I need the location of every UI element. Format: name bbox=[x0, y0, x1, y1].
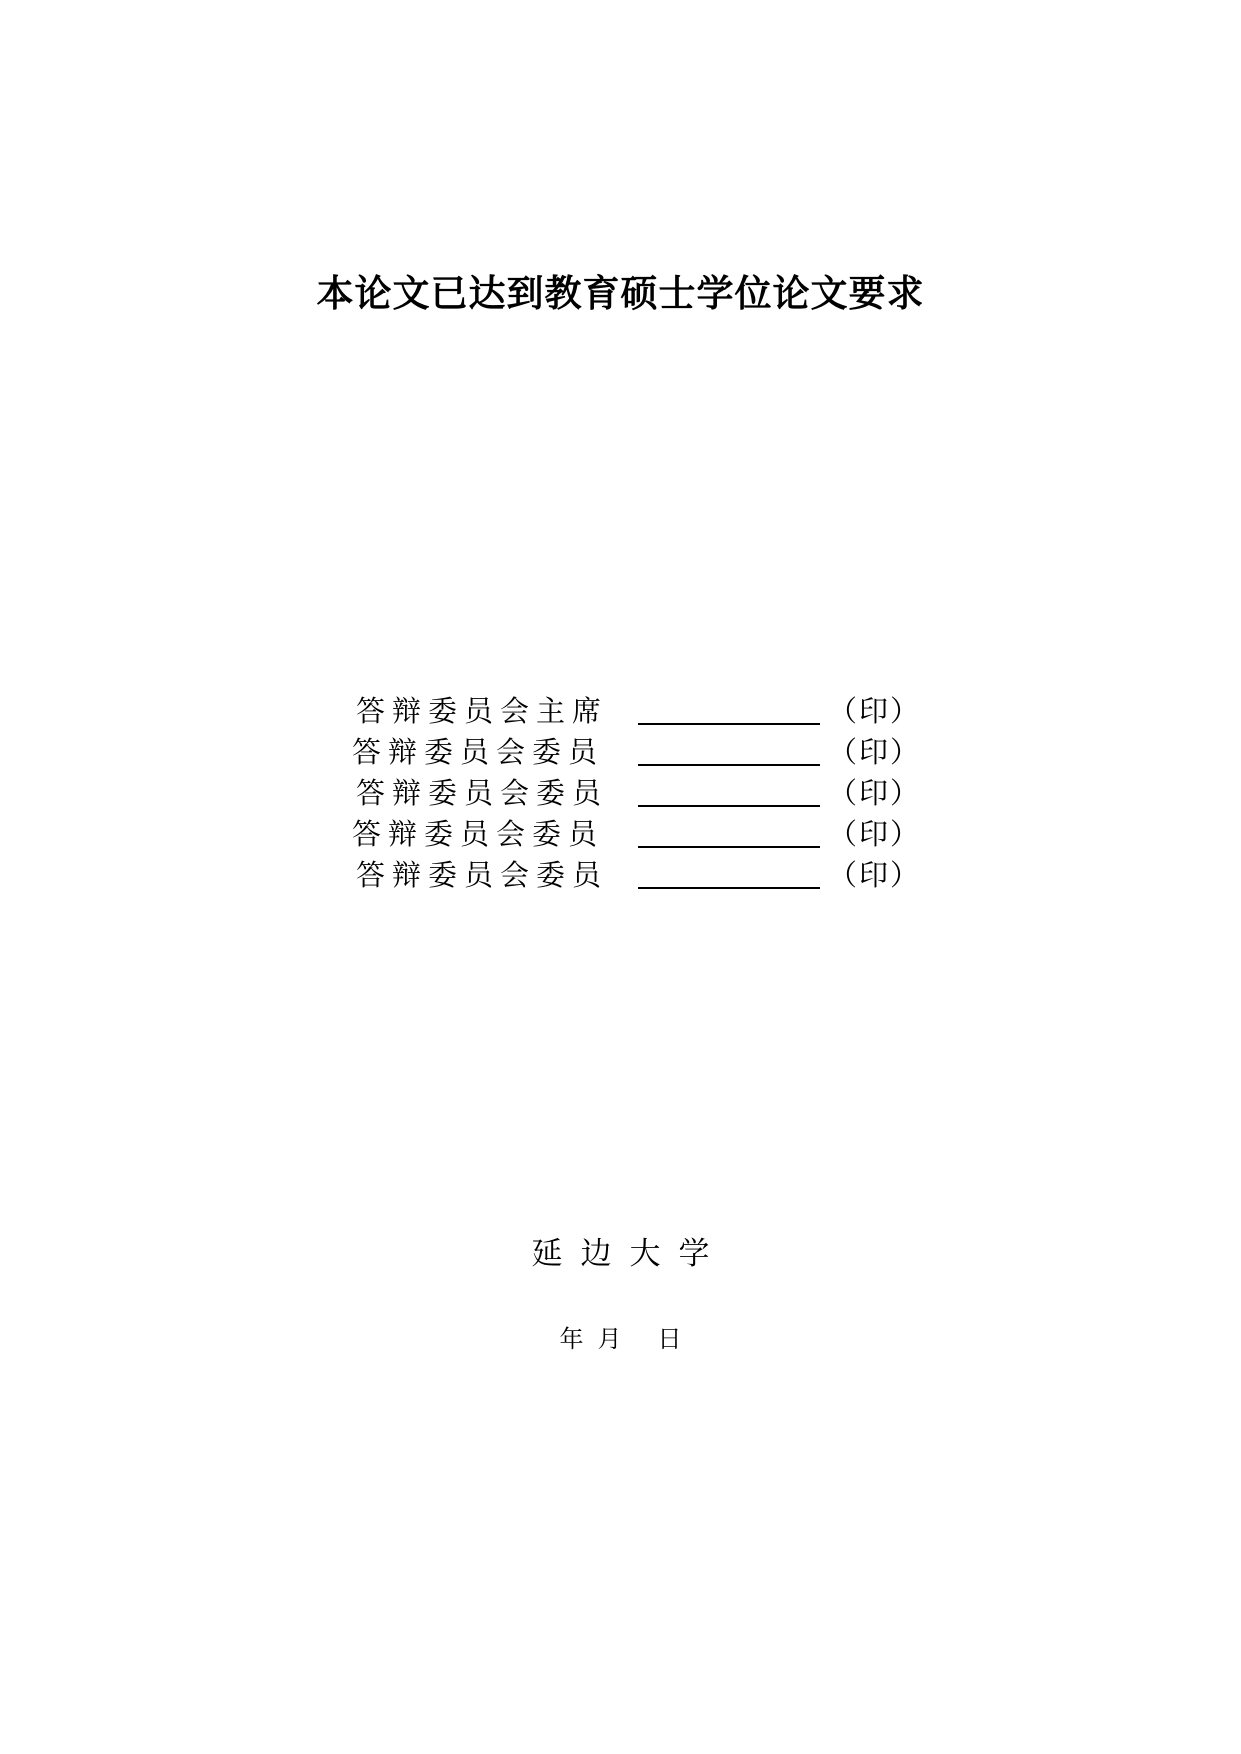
signature-role-label: 答辩委员会委员 bbox=[352, 817, 605, 851]
signature-role-label: 答辩委员会委员 bbox=[352, 735, 605, 769]
university-name: 延边大学 bbox=[531, 1236, 728, 1272]
signature-line bbox=[638, 723, 820, 725]
signature-role-label: 答辩委员会委员 bbox=[356, 776, 609, 810]
signature-line bbox=[638, 805, 820, 807]
seal-label: （印） bbox=[828, 858, 922, 892]
page-title: 本论文已达到教育硕士学位论文要求 bbox=[316, 272, 925, 315]
signature-row-chair bbox=[0, 690, 1241, 732]
signature-role-label: 答辩委员会主席 bbox=[356, 694, 609, 728]
signature-row-member-1 bbox=[0, 731, 1241, 773]
date-year-label: 年 bbox=[559, 1325, 584, 1353]
signature-row-member-4 bbox=[0, 854, 1241, 896]
date-day-label: 日 bbox=[657, 1325, 682, 1353]
signature-row-member-3 bbox=[0, 813, 1241, 855]
date-line bbox=[0, 1322, 1241, 1356]
signature-line bbox=[638, 846, 820, 848]
signature-line bbox=[638, 887, 820, 889]
seal-label: （印） bbox=[828, 776, 922, 810]
signature-role-label: 答辩委员会委员 bbox=[356, 858, 609, 892]
seal-label: （印） bbox=[828, 694, 922, 728]
signature-row-member-2 bbox=[0, 772, 1241, 814]
seal-label: （印） bbox=[828, 735, 922, 769]
seal-label: （印） bbox=[828, 817, 922, 851]
signature-line bbox=[638, 764, 820, 766]
date-month-label: 月 bbox=[597, 1325, 622, 1353]
